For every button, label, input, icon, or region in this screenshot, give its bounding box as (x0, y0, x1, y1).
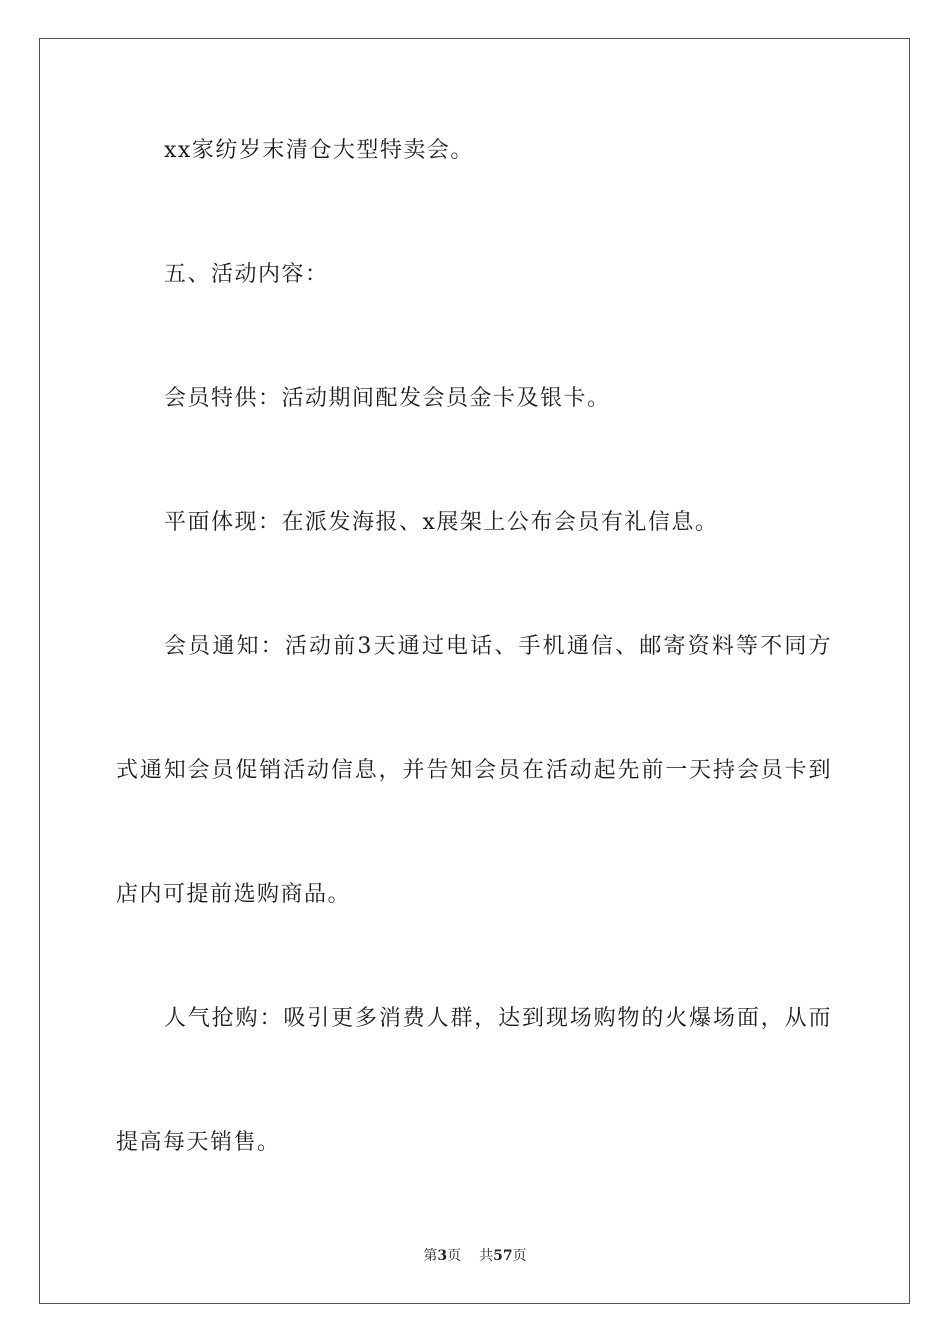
total-suffix: 页 (512, 1248, 527, 1264)
page-prefix: 第 (423, 1248, 438, 1264)
paragraph-event-title: xx家纺岁末清仓大型特卖会。 (164, 138, 474, 163)
total-page-count: 57 (493, 1248, 513, 1264)
page-footer (0, 1247, 950, 1265)
paragraph-member-notice-line-3: 店内可提前选购商品。 (116, 882, 352, 907)
page-border (39, 38, 910, 1304)
current-page-number: 3 (437, 1248, 448, 1264)
page-suffix: 页 (447, 1248, 462, 1264)
paragraph-popularity-line-2: 提高每天销售。 (116, 1130, 281, 1155)
total-prefix: 共 (479, 1248, 494, 1264)
paragraph-popularity-line-1: 人气抢购：吸引更多消费人群，达到现场购物的火爆场面，从而 (164, 1006, 832, 1031)
paragraph-member-notice-line-1: 会员通知：活动前3天通过电话、手机通信、邮寄资料等不同方 (164, 634, 832, 659)
section-heading-activity-content: 五、活动内容： (164, 262, 329, 287)
paragraph-member-notice-line-2: 式通知会员促销活动信息，并告知会员在活动起先前一天持会员卡到 (116, 758, 832, 783)
paragraph-member-offer: 会员特供：活动期间配发会员金卡及银卡。 (164, 386, 611, 411)
paragraph-print-display: 平面体现：在派发海报、x展架上公布会员有礼信息。 (164, 510, 719, 535)
